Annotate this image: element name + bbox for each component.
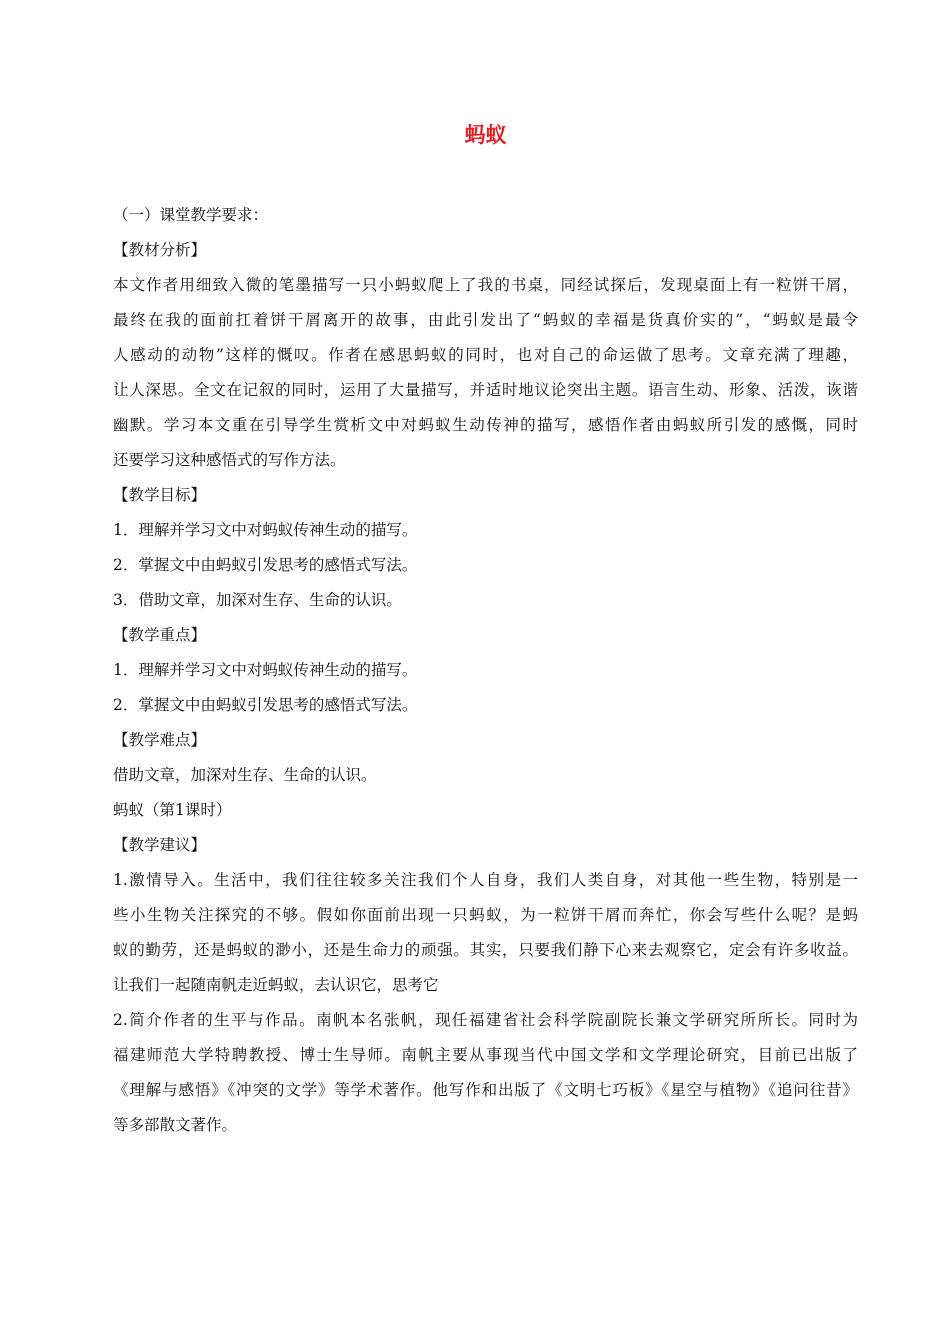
- text-line: 还要学习这种感悟式的写作方法。: [113, 451, 346, 469]
- text-line: 【教学重点】: [113, 626, 207, 644]
- text-line: 本文作者用细致入微的笔墨描写一只小蚂蚁爬上了我的书桌，同经试探后，发现桌面上有一粒饼干屑，: [113, 276, 858, 294]
- text-line: 1．理解并学习文中对蚂蚁传神生动的描写。: [113, 521, 418, 539]
- text-line: 等多部散文著作。: [113, 1116, 238, 1134]
- text-line: 福建师范大学特聘教授、博士生导师。南帆主要从事现当代中国文学和文学理论研究，目前已出版了: [113, 1046, 858, 1064]
- text-line: 幽默。学习本文重在引导学生赏析文中对蚂蚁生动传神的描写，感悟作者由蚂蚁所引发的感慨，同时: [113, 416, 858, 434]
- text-line: 《理解与感悟》《冲突的文学》等学术著作。他写作和出版了《文明七巧板》《星空与植物》《追问往昔》: [113, 1081, 858, 1099]
- text-line: 【教学建议】: [113, 836, 207, 854]
- text-line: （一）课堂教学要求：: [113, 206, 269, 224]
- text-line: 2．掌握文中由蚂蚁引发思考的感悟式写法。: [113, 696, 418, 714]
- text-line: 【教学目标】: [113, 486, 207, 504]
- text-line: 借助文章，加深对生存、生命的认识。: [113, 766, 377, 784]
- text-line: 最终在我的面前扛着饼干屑离开的故事，由此引发出了“蚂蚁的幸福是货真价实的”，“蚂蚁是最令: [113, 311, 858, 329]
- text-line: 1．理解并学习文中对蚂蚁传神生动的描写。: [113, 661, 418, 679]
- text-line: 【教学难点】: [113, 731, 207, 749]
- text-line: 人感动的动物”这样的慨叹。作者在感思蚂蚁的同时，也对自己的命运做了思考。文章充满了理趣，: [113, 346, 858, 364]
- text-line: 蚂蚁（第1课时）: [113, 801, 232, 819]
- text-line: 2.简介作者的生平与作品。南帆本名张帆，现任福建省社会科学院副院长兼文学研究所所长。同时为: [113, 1011, 858, 1029]
- text-line: 让我们一起随南帆走近蚂蚁，去认识它，思考它: [113, 976, 439, 994]
- document-page: [113, 118, 858, 1143]
- document-body: [113, 198, 858, 1143]
- document-title: 蚂蚁: [464, 123, 507, 147]
- text-line: 【教材分析】: [113, 241, 207, 259]
- text-line: 些小生物关注探究的不够。假如你面前出现一只蚂蚁，为一粒饼干屑而奔忙，你会写些什么呢？是蚂: [113, 906, 858, 924]
- text-line: 让人深思。全文在记叙的同时，运用了大量描写，并适时地议论突出主题。语言生动、形象、活泼，诙谐: [113, 381, 858, 399]
- text-line: 1.激情导入。生活中，我们往往较多关注我们个人自身，我们人类自身，对其他一些生物，特别是一: [113, 871, 858, 889]
- text-line: 2．掌握文中由蚂蚁引发思考的感悟式写法。: [113, 556, 418, 574]
- text-line: 3．借助文章，加深对生存、生命的认识。: [113, 591, 402, 609]
- text-line: 蚁的勤劳，还是蚂蚁的渺小，还是生命力的顽强。其实，只要我们静下心来去观察它，定会有许多收益。: [113, 941, 858, 959]
